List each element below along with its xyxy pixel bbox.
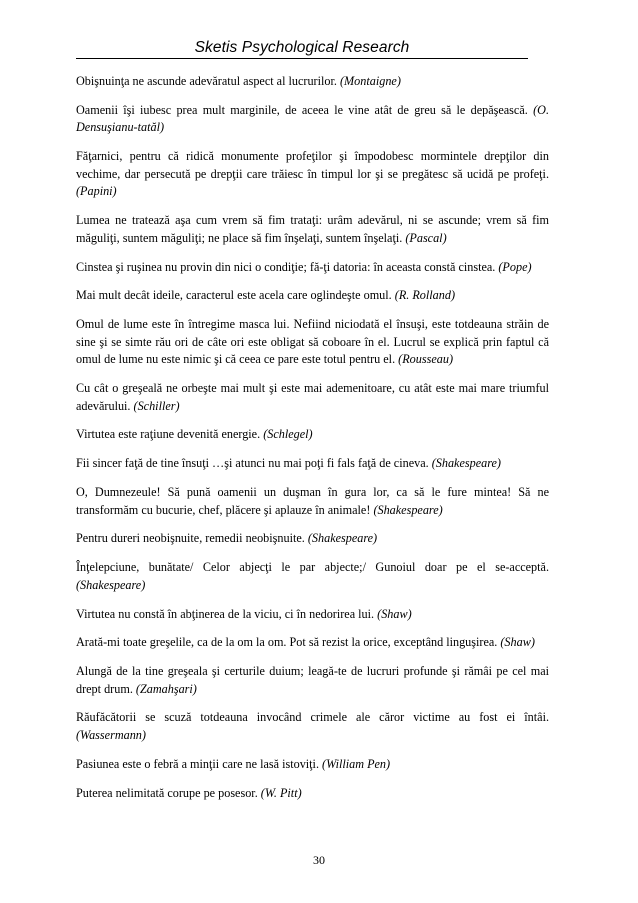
- quote-text: Lumea ne tratează aşa cum vrem să fim trataţi: urâm adevărul, ni se ascunde; vrem să fim măguliţi, suntem măguliţi; ne place să fim înşelaţi, suntem înşelaţi.: [76, 213, 549, 245]
- quote-author: (Schlegel): [263, 427, 313, 442]
- quote-paragraph: [76, 455, 549, 473]
- quote-paragraph: [76, 287, 549, 305]
- quote-text: Oamenii îşi iubesc prea mult marginile, de aceea le vine atât de greu să le depăşească.: [76, 102, 528, 117]
- quote-paragraph: [76, 212, 549, 247]
- quote-paragraph: [76, 709, 549, 744]
- running-header: Sketis Psychological Research: [194, 39, 410, 56]
- quote-author: (Shakespeare): [307, 531, 378, 546]
- quote-text: Pasiunea este o febră a minţii care ne lasă istoviţi.: [76, 756, 319, 771]
- quote-text: Virtutea nu constă în abţinerea de la viciu, ci în nedorirea lui.: [76, 606, 375, 621]
- quote-paragraph: [76, 259, 549, 277]
- quote-paragraph: [76, 73, 549, 91]
- quote-text: Alungă de la tine greşeala şi certurile duium; leagă-te de lucruri profunde şi rămâi pe cel mai drept drum.: [76, 664, 549, 696]
- quote-paragraph: [76, 316, 549, 369]
- header-rule: [76, 58, 528, 59]
- quote-text: Puterea nelimitată corupe pe posesor.: [76, 785, 258, 800]
- quote-text: Obişnuinţa ne ascunde adevăratul aspect al lucrurilor.: [76, 74, 337, 88]
- quote-author: (O. Densuşianu-tatăl): [76, 102, 549, 135]
- quote-author: (Montaigne): [339, 74, 401, 88]
- quote-text: Răufăcătorii se scuză totdeauna invocând crimele ale căror victime au fost ei întâi.: [76, 710, 549, 725]
- quote-text: O, Dumnezeule! Să pună oamenii un duşman în gura lor, ca să le fure mintea! Să ne transformăm cu bucurie, chef, plăcere şi aplauze în animale!: [76, 484, 549, 517]
- quote-author: (Wassermann): [76, 728, 146, 743]
- quote-author: (Rousseau): [398, 352, 454, 367]
- quote-author: (W. Pitt): [260, 785, 302, 800]
- quote-author: (Shaw): [377, 606, 412, 621]
- quote-paragraph: [76, 530, 549, 548]
- quote-author: (Shaw): [500, 635, 535, 650]
- quote-text: Cinstea şi ruşinea nu provin din nici o condiţie; fă-ţi datoria: în aceasta constă cinstea.: [76, 259, 496, 274]
- page-number: 30: [313, 853, 325, 867]
- quote-text: Fii sincer faţă de tine însuţi …şi atunci nu mai poţi fi fals faţă de cineva.: [76, 456, 429, 471]
- quote-paragraph: [76, 559, 549, 594]
- quote-paragraph: [76, 380, 549, 415]
- quote-paragraph: [76, 756, 549, 774]
- quote-paragraph: [76, 426, 549, 444]
- quote-text: Virtutea este raţiune devenită energie.: [76, 427, 261, 442]
- quote-author: (R. Rolland): [394, 288, 456, 303]
- quote-text: Omul de lume este în întregime masca lui. Nefiind niciodată el însuşi, este totdeauna străin de sine şi se simte rău ori de câte ori este obligat să coboare în el. Lucrul se explică prin faptul că omul de lume nu este nimic şi că ceea ce pare este totul pentru el.: [76, 317, 549, 367]
- quote-text: Arată-mi toate greşelile, ca de la om la om. Pot să rezist la orice, exceptând linguşirea.: [76, 635, 498, 650]
- quote-paragraph: [76, 102, 549, 137]
- quote-text: Cu cât o greşeală ne orbeşte mai mult şi este mai ademenitoare, cu atât este mai mare triumful adevărului.: [76, 381, 549, 413]
- quote-author: (Shakespeare): [76, 577, 146, 592]
- quote-author: (Shakespeare): [431, 456, 501, 471]
- quote-author: (Schiller): [133, 398, 180, 413]
- quote-paragraph: [76, 484, 549, 519]
- quote-list: [76, 73, 549, 813]
- quote-author: (Pascal): [405, 230, 447, 245]
- quote-paragraph: [76, 785, 549, 803]
- quote-paragraph: [76, 634, 549, 652]
- quote-author: (Papini): [76, 184, 117, 199]
- quote-paragraph: [76, 663, 549, 698]
- quote-text: Făţarnici, pentru că ridică monumente profeţilor şi împodobesc mormintele drepţilor din vechime, dar persecută pe drepţii care trăiesc în timpul lor şi se pregătesc să ucidă pe profeţi.: [76, 149, 549, 181]
- quote-text: Înţelepciune, bunătate/ Celor abjecţi le par abjecte;/ Gunoiul doar pe el se-acceptă.: [76, 560, 549, 575]
- quote-text: Pentru dureri neobişnuite, remedii neobişnuite.: [76, 531, 305, 546]
- quote-text: Mai mult decât ideile, caracterul este acela care oglindeşte omul.: [76, 288, 392, 303]
- quote-author: (William Pen): [322, 756, 391, 771]
- quote-author: (Zamahşari): [135, 681, 197, 696]
- quote-paragraph: [76, 606, 549, 624]
- quote-author: (Shakespeare): [373, 502, 443, 517]
- quote-paragraph: [76, 148, 549, 201]
- quote-author: (Pope): [498, 259, 532, 274]
